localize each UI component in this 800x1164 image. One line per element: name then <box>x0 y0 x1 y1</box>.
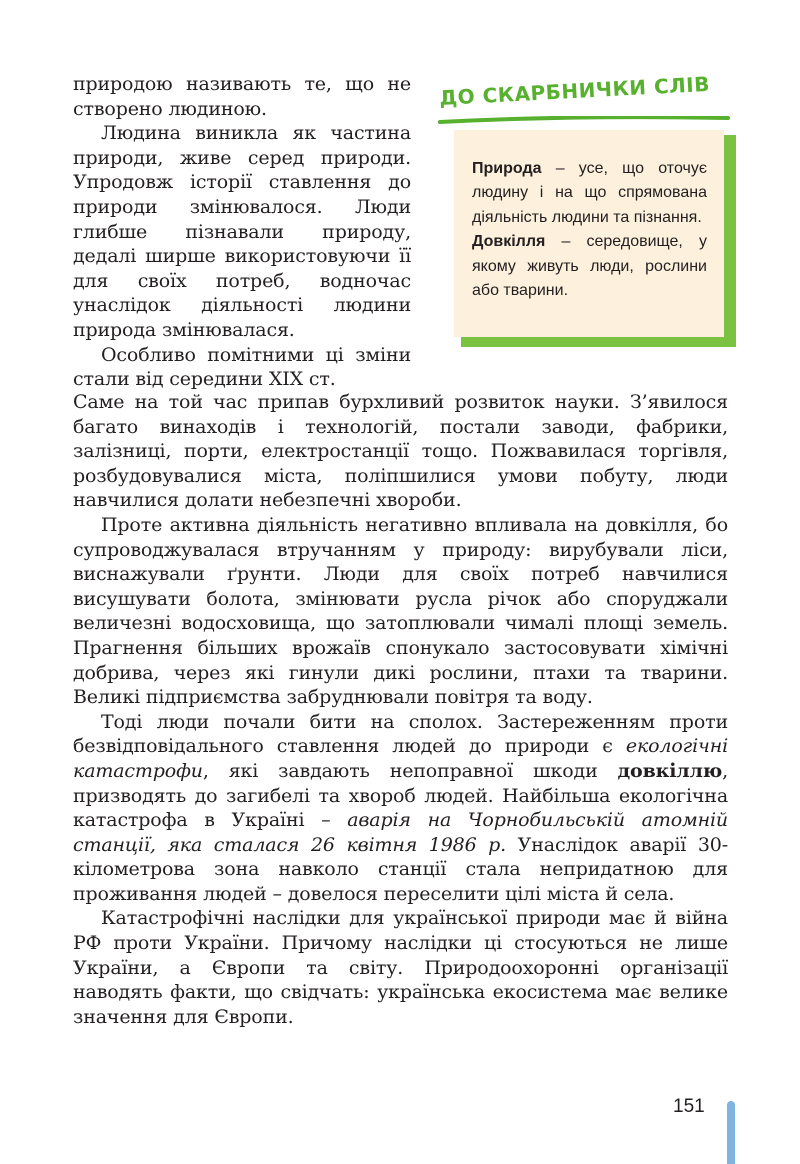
paragraph-human-and-nature: Людина виникла як частина природи, живе серед природи. Упродовж історії ставлення до природи змінювалося. Люди глибше пізнавали природу, дедалі ширше використовуючи її для своїх потреб, водночас унаслідок діяльності людини природа змінювалася. <box>73 122 411 341</box>
chornobyl-accident-text: аварія на Чорнобильській атомній станції, яка сталася 26 квітня 1986 р. <box>73 809 728 856</box>
sidebar-title: ДО СКАРБНИЧКИ СЛІВ <box>438 71 711 110</box>
intro-column <box>73 72 411 392</box>
title-underline-decoration <box>438 116 730 124</box>
main-text <box>73 390 728 1029</box>
paragraph-science-development: Саме на той час припав бурхливий розвиток науки. З’явилося багато винаходів і технологій, постали заводи, фабрики, залізниці, порти, електростанції тощо. Пожвавилася торгівля, розбудовувалися міста, поліпшилися умови побуту, люди навчилися долати небезпечні хвороби. <box>73 391 728 512</box>
definition-environment <box>472 230 707 303</box>
para5-text-c: , призводять до загибелі та хвороб людей. Найбільша екологічна катастрофа в Україні – <box>73 759 728 832</box>
page-number: 151 <box>673 1096 705 1117</box>
para5-text-a: Тоді люди почали бити на сполох. Застереженням проти безвідповідального ставлення людей до природи є <box>73 710 728 758</box>
definition-environment-text: – середовище, у якому живуть люди, рослини або тварини. <box>472 233 707 300</box>
paragraph-negative-impact: Проте активна діяльність негативно впливала на довкілля, бо супроводжувалася втручанням у природу: вирубували ліси, виснажували ґрунти. Люди для своїх потреб навчилися висушувати болота, змінювати русла річок або споруджали величезні водосховища, що затоплювали чималі площі земель. Прагнення більших врожаїв спонукало застосовувати хімічні добрива, через які гинули дикі рослини, птахи та тварини. Великі підприємства забруднювали повітря та воду. <box>73 513 728 709</box>
definition-nature <box>472 157 707 230</box>
paragraph-war-consequences: Катастрофічні наслідки для української природи має й війна РФ проти України. Причому наслідки ці стосуються не лише України, а Європи та світу. Природоохоронні організації наводять факти, що свідчать: українська екосистема має велике значення для Європи. <box>73 907 728 1028</box>
definition-nature-text: – усе, що оточує людину і на що спрямована діяльність людини та пізнання. <box>472 160 707 226</box>
page-edge-bar <box>727 1101 735 1164</box>
term-environment: Довкілля <box>472 233 546 251</box>
para5-text-d: Унаслідок аварії 30-кілометрова зона навколо станції стала непридатною для проживання людей – довелося переселити цілі міста й села. <box>73 833 728 905</box>
term-nature: Природа <box>472 160 542 177</box>
paragraph-ecological-catastrophes <box>73 710 728 907</box>
vocabulary-box <box>454 130 724 337</box>
intro-line: природою називають те, що не створено людиною. <box>73 73 411 120</box>
term-environment-bold: довкіллю <box>617 759 723 782</box>
para5-text-b: , які завдають непоправної шкоди <box>202 759 618 782</box>
term-ecological-catastrophes: екологічні катастрофи <box>73 735 728 782</box>
paragraph-19th-century-start: Особливо помітними ці зміни стали від середини XIX ст. <box>73 343 411 391</box>
